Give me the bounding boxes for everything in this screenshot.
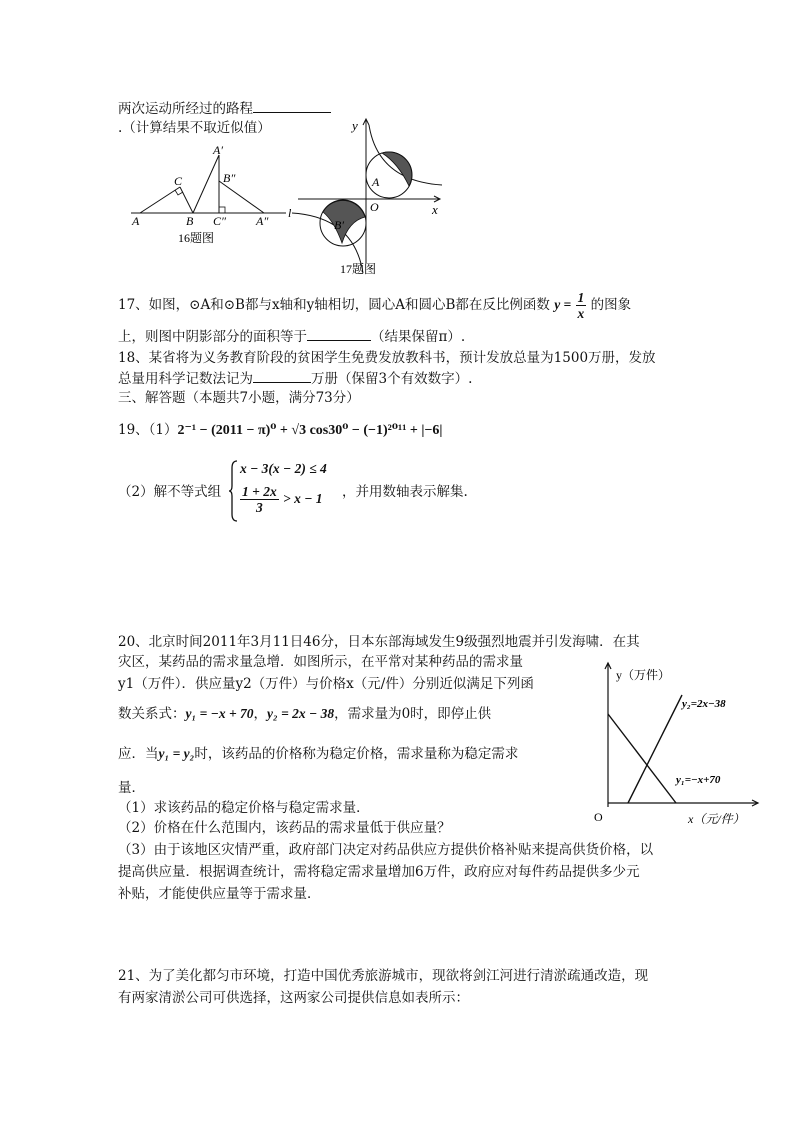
q18-line1: 18、某省将为义务教育阶段的贫困学生免费发放教科书，预计发放总量为1500万册，发放 [118,350,656,366]
fig17-label-B: B′ [334,218,344,232]
figure-16 [126,145,296,250]
q16-answer-blank[interactable] [253,98,331,113]
fig17-label-x: x [432,202,438,217]
fig16-label-C: C [174,174,183,188]
system-brace [228,460,238,522]
q20-graph-origin: O [594,810,603,824]
q20-line4: 数关系式：y₁ = −x + 70，y₂ = 2x − 38，需求量为0时，即停止供 [118,706,492,722]
q20-sub1: （1）求该药品的稳定价格与稳定需求量． [118,800,370,816]
q19-inequality-2: $\frac{1 + 2x}{3}$ > x − 1 [242,484,323,515]
q20-graph-x-label: x（元/件） [688,812,745,826]
q16-line2: .（计算结果不取近似值） [118,120,271,136]
figure-17 [292,113,452,281]
section-3-heading: 三、解答题（本题共7小题，满分73分） [118,390,360,406]
q17-line2: 上，则图中阴影部分的面积等于 （结果保留π）. [118,326,465,347]
q19-inequality-1: x − 3(x − 2) ≤ 4 [240,461,327,476]
fig17-label-A: A [372,175,380,189]
q17-fraction: $\frac{1}{x}$ [577,290,585,321]
q17-answer-blank[interactable] [307,326,371,341]
q20-graph [588,657,768,827]
q20-line5: 应．当y₁ = y₂时，该药品的价格称为稳定价格，需求量称为稳定需求 [118,746,519,762]
q20-sub3-line1: （3）由于该地区灾情严重，政府部门决定对药品供应方提供价格补贴来提高供货价格，以 [118,842,654,858]
q20-line2: 灾区，某药品的需求量急增．如图所示，在平常对某种药品的需求量 [118,654,523,670]
fig16-label-A1: A′ [213,145,223,157]
q19-expression: 2⁻¹ − (2011 − π)⁰ + √3 cos30⁰ − (−1)²⁰¹¹ + |−6| [177,423,443,438]
fig16-label-C2: C″ [213,214,227,228]
q18-answer-blank[interactable] [253,368,311,383]
fig16-label-B2: B″ [223,171,236,185]
fig17-label-y: y [352,118,358,133]
q16-line1: 两次运动所经过的路程 [118,98,331,119]
fig17-label-O: O [370,200,379,214]
q21-line2: 有两家清淤公司可供选择，这两家公司提供信息如表所示： [118,990,469,1006]
q19-part2-post: ，并用数轴表示解集. [342,484,468,500]
fig16-label-A: A [132,214,140,228]
q20-line3: y1（万件）．供应量y2（万件）与价格x（元/件）分别近似满足下列函 [118,676,534,692]
q20-graph-y2-label: y₂=2x−38 [682,698,726,710]
q20-graph-y1-label: y₁=−x+70 [676,774,721,786]
q21-line1: 21、为了美化都匀市环境，打造中国优秀旅游城市，现欲将剑江河进行清淤疏通改造，现 [118,968,649,984]
q20-sub3-line3: 补贴，才能使供应量等于需求量． [118,886,321,902]
q20-sub2: （2）价格在什么范围内，该药品的需求量低于供应量？ [118,820,451,836]
q20-graph-y-label: y（万件） [616,668,671,682]
fig17-caption: 17题图 [340,262,377,276]
fig16-caption: 16题图 [178,231,215,245]
fig16-label-B: B [186,214,194,228]
q20-line6: 量． [118,780,145,796]
q20-sub3-line2: 提高供应量．根据调查统计，需将稳定需求量增加6万件，政府应对每件药品提供多少元 [118,864,640,880]
q19-part1: 19、（1）2⁻¹ − (2011 − π)⁰ + √3 cos30⁰ − (−1)²⁰¹¹ + |−6| [118,422,443,438]
fig16-label-l: l [288,206,292,220]
q20-line1: 20、北京时间2011年3月11日46分，日本东部海域发生9级强烈地震并引发海啸．在其 [118,634,640,650]
fig16-label-A2: A″ [256,214,269,228]
q19-part2-label: （2）解不等式组 [118,484,222,500]
q18-line2: 总量用科学记数法记为 万册（保留3个有效数字）. [118,368,472,389]
q17-line1: 17、如图，⊙A和⊙B都与x轴和y轴相切，圆心A和圆心B都在反比例函数 y = $\frac{1}{x}$ 的图象 [118,290,632,321]
